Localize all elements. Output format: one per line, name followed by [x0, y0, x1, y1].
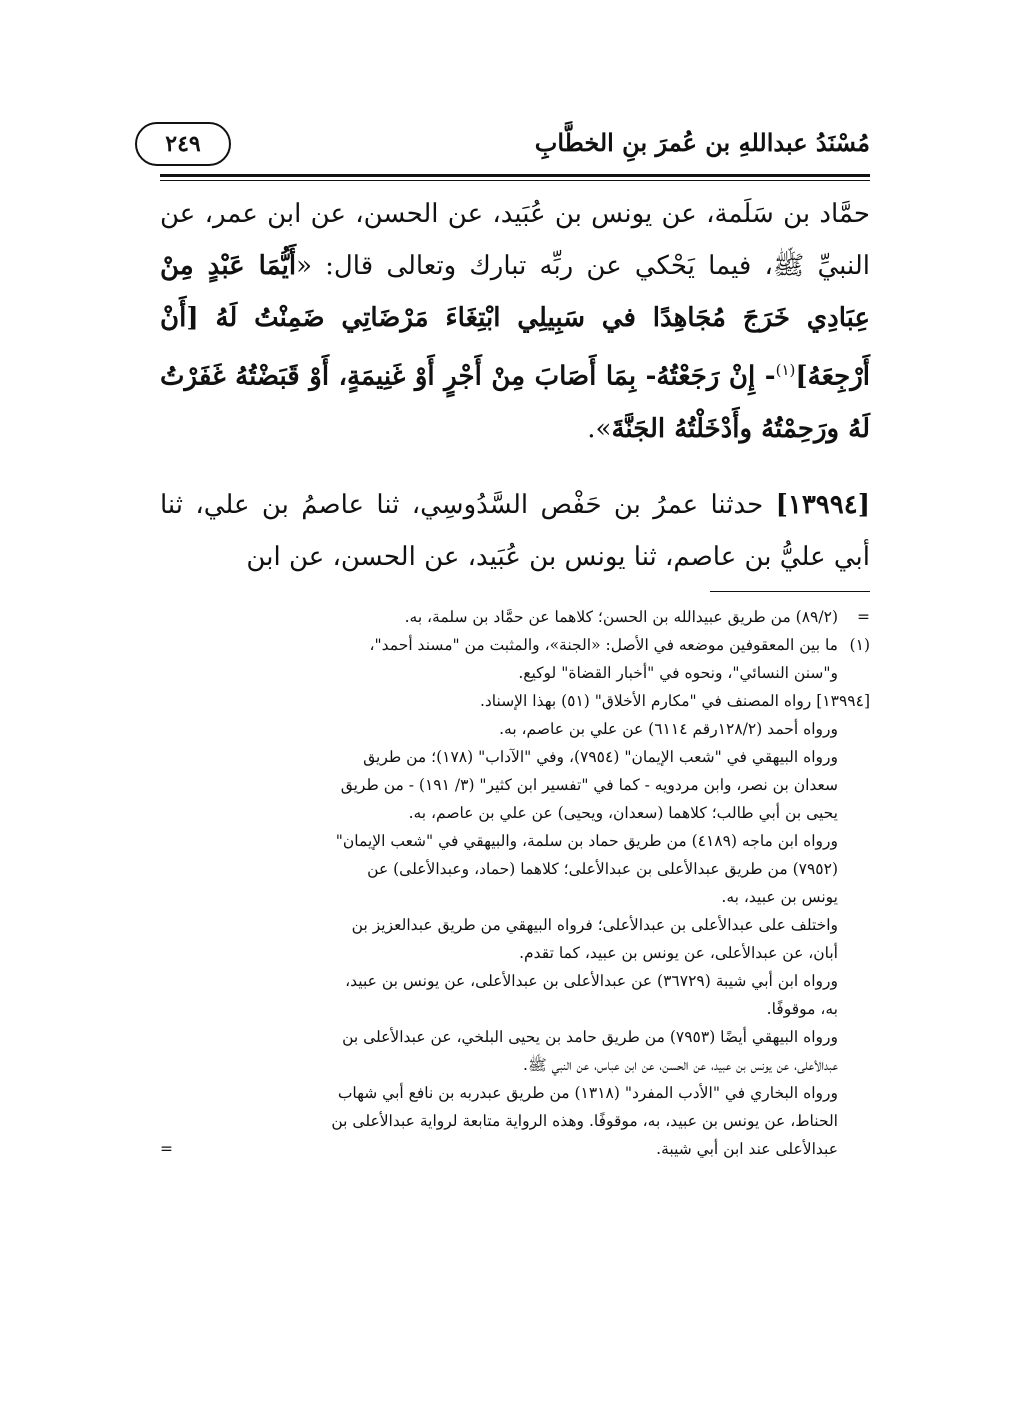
footnote-line: [160, 715, 870, 743]
footnote-text: ما بين المعقوفين موضعه في الأصل: «الجنة»، والمثبت من "مسند أحمد"،: [369, 636, 838, 654]
footnote-text: و"سنن النسائي"، ونحوه في "أخبار القضاة" لوكيع.: [518, 664, 838, 682]
continuation-mark: =: [160, 1140, 173, 1158]
footnote-mark: [١٣٩٩٤]: [816, 692, 870, 710]
footnote-text: يحيى بن أبي طالب؛ كلاهما (سعدان، ويحيى) عن علي بن عاصم، به.: [408, 804, 838, 822]
footnote-line: [160, 939, 870, 967]
footnote-text: يونس بن عبيد، به.: [721, 888, 838, 906]
footnote-line: [160, 743, 870, 771]
footnote-line: [160, 1107, 870, 1135]
footnote-text: ورواه البيهقي في "شعب الإيمان" (٧٩٥٤)، وفي "الآداب" (١٧٨)؛ من طريق: [363, 748, 838, 766]
footnote-line: [160, 687, 870, 715]
footnote-text: ورواه أحمد (١٢٨/٢رقم ٦١١٤) عن علي بن عاصم، به.: [499, 720, 838, 738]
footnote-line: [160, 1079, 870, 1107]
hadith-chain: حدثنا عمرُ بن حَفْص السَّدُوسِي، ثنا عاصمُ بن علي، ثنا أبي عليُّ بن عاصم، ثنا يونس بن عُبَيد، عن الحسن، عن ابن: [160, 489, 870, 572]
footnote-mark: =: [857, 608, 870, 626]
running-title: مُسْنَدُ عبداللهِ بن عُمرَ بنِ الخطَّابِ: [534, 128, 870, 157]
footnote-line: [160, 603, 870, 631]
footnote-line: [160, 1135, 870, 1163]
footnote-line: [160, 995, 870, 1023]
quote-close: ».: [587, 413, 612, 444]
hadith-number: [١٣٩٩٤]: [775, 489, 871, 520]
footnote-text: ورواه البيهقي أيضًا (٧٩٥٣) من طريق حامد بن يحيى البلخي، عن عبدالأعلى بن: [342, 1028, 838, 1046]
footnote-line: [160, 631, 870, 659]
page-number-badge: ٢٤٩: [135, 122, 231, 166]
footnote-mark: (١): [849, 636, 870, 654]
footnote-line: [160, 1051, 870, 1079]
footnote-line: [160, 659, 870, 687]
footnote-text: عبدالأعلى، عن يونس بن عبيد، عن الحسن، عن ابن عباس، عن النبي ﷺ.: [523, 1056, 838, 1074]
hadith-paragraph-continued: [160, 188, 870, 455]
hadith-quote: أَيُّمَا عَبْدٍ مِنْ عِبَادِي خَرَجَ مُجَاهِدًا في سَبِيلِي ابْتِغَاءَ مَرْضَاتِي ضَمِنْتُ لَهُ [أَنْ أَرْجِعَهُ]: [160, 251, 870, 392]
footnote-line: [160, 883, 870, 911]
footnote-text: أبان، عن عبدالأعلى، عن يونس بن عبيد، كما تقدم.: [519, 944, 838, 962]
footnotes: [160, 603, 870, 1163]
footnote-line: [160, 967, 870, 995]
footnote-text: ورواه البخاري في "الأدب المفرد" (١٣١٨) من طريق عبدربه بن نافع أبي شهاب: [337, 1084, 838, 1102]
footnote-text: رواه المصنف في "مكارم الأخلاق" (٥١) بهذا الإسناد.: [479, 692, 812, 710]
footnote-separator: [710, 591, 870, 592]
footnote-text: سعدان بن نصر، وابن مردويه - كما في "تفسير ابن كثير" (٣/ ١٩١) - من طريق: [340, 776, 838, 794]
page-header: [135, 122, 870, 174]
hadith-paragraph-13994: [160, 479, 870, 583]
footnote-text: (٨٩/٢) من طريق عبيدالله بن الحسن؛ كلاهما عن حمَّاد بن سلمة، به.: [404, 608, 838, 626]
footnote-text: به، موقوفًا.: [766, 1000, 838, 1018]
header-rule-thick: [160, 174, 870, 177]
main-text: [160, 188, 870, 583]
footnote-line: [160, 855, 870, 883]
hadith-quote-continued: - إِنْ رَجَعْتُهُ- بِمَا أَصَابَ مِنْ أَجْرٍ أَوْ غَنِيمَةٍ، أَوْ قَبَضْتُهُ غَفَرْتُ لَهُ ورَحِمْتُهُ وأَدْخَلْتُهُ الجَنَّةَ: [160, 361, 870, 444]
footnote-text: (٧٩٥٢) من طريق عبدالأعلى بن عبدالأعلى؛ كلاهما (حماد، وعبدالأعلى) عن: [367, 860, 838, 878]
footnote-reference: (١): [775, 361, 796, 379]
footnote-text: واختلف على عبدالأعلى بن عبدالأعلى؛ فرواه البيهقي من طريق عبدالعزيز بن: [351, 916, 838, 934]
footnote-text: عبدالأعلى عند ابن أبي شيبة.: [656, 1140, 838, 1158]
footnote-text: الحناط، عن يونس بن عبيد، به، موقوفًا. وهذه الرواية متابعة لرواية عبدالأعلى بن: [331, 1112, 838, 1130]
paragraph-intro: حمَّاد بن سَلَمة، عن يونس بن عُبَيد، عن الحسن، عن ابن عمر، عن النبيِّ ﷺ، فيما يَحْكي عن ربِّه تبارك وتعالى قال: «: [160, 199, 870, 281]
footnote-text: ورواه ابن أبي شيبة (٣٦٧٢٩) عن عبدالأعلى بن عبدالأعلى، عن يونس بن عبيد،: [345, 972, 838, 990]
footnote-line: [160, 1023, 870, 1051]
footnote-line: [160, 827, 870, 855]
footnote-line: [160, 771, 870, 799]
footnote-line: [160, 911, 870, 939]
footnote-line: [160, 799, 870, 827]
footnote-text: ورواه ابن ماجه (٤١٨٩) من طريق حماد بن سلمة، والبيهقي في "شعب الإيمان": [335, 832, 838, 850]
header-rule-thin: [160, 180, 870, 181]
